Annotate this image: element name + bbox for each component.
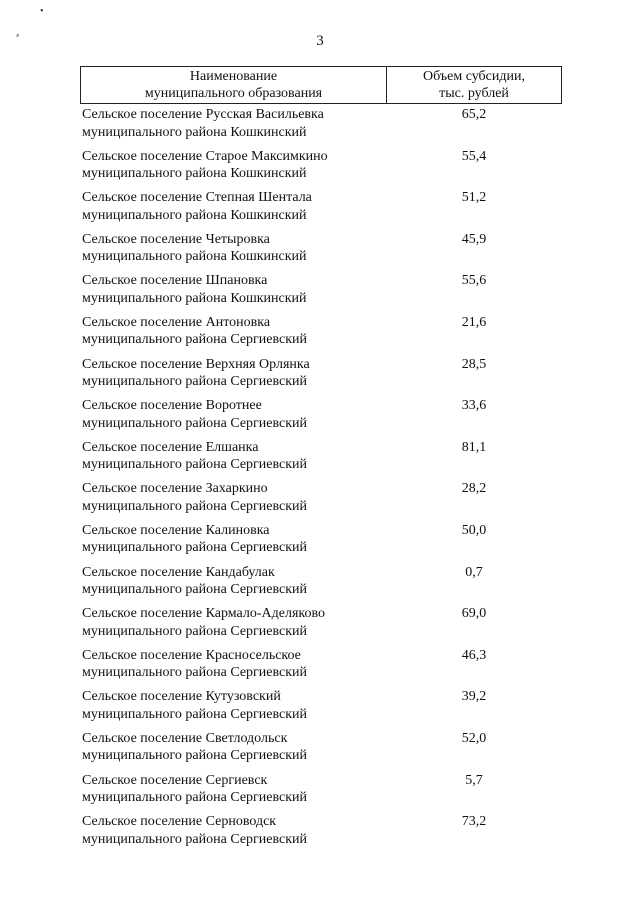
table-row	[80, 105, 562, 147]
table-row	[80, 355, 562, 397]
municipality-name	[82, 231, 382, 266]
scan-artifact-mark: ⸗	[16, 30, 20, 41]
table-row	[80, 230, 562, 272]
column-header-name-line2: муниципального образования	[144, 86, 323, 101]
municipality-name-line2: муниципального района Сергиевский	[82, 415, 308, 431]
municipality-name-line1: Сельское поселение Захаркино	[82, 481, 268, 497]
table-row	[80, 147, 562, 189]
subsidy-amount: 28,5	[461, 356, 487, 372]
municipality-name-line2: муниципального района Кошкинский	[82, 290, 307, 306]
municipality-name-line1: Сельское поселение Воротнее	[82, 398, 262, 414]
subsidy-amount: 33,6	[461, 398, 487, 414]
subsidy-amount: 69,0	[461, 606, 487, 622]
table-row	[80, 479, 562, 521]
municipality-name-line2: муниципального района Сергиевский	[82, 665, 308, 681]
municipality-name-line2: муниципального района Сергиевский	[82, 457, 308, 473]
subsidy-amount: 45,9	[461, 231, 487, 247]
municipality-name	[82, 148, 382, 183]
municipality-name-line2: муниципального района Сергиевский	[82, 374, 308, 390]
table-row	[80, 687, 562, 729]
municipality-name-line2: муниципального района Кошкинский	[82, 249, 307, 265]
municipality-name	[82, 314, 382, 349]
subsidy-amount: 28,2	[461, 481, 487, 497]
table-row	[80, 812, 562, 854]
table-row	[80, 604, 562, 646]
municipality-name-line1: Сельское поселение Светлодольск	[82, 730, 288, 746]
municipality-name-line1: Сельское поселение Кармало-Аделяково	[82, 606, 326, 622]
subsidy-amount: 50,0	[461, 522, 487, 538]
table-row	[80, 313, 562, 355]
scan-artifact-mark: •	[40, 6, 44, 17]
municipality-name	[82, 813, 382, 848]
table-row	[80, 729, 562, 771]
municipality-name	[82, 647, 382, 682]
table-row	[80, 271, 562, 313]
municipality-name-line2: муниципального района Кошкинский	[82, 207, 307, 223]
municipality-name-line1: Сельское поселение Кандабулак	[82, 564, 275, 580]
municipality-name-line2: муниципального района Сергиевский	[82, 332, 308, 348]
municipality-name-line2: муниципального района Сергиевский	[82, 623, 308, 639]
municipality-name-line1: Сельское поселение Красносельское	[82, 647, 301, 663]
municipality-name	[82, 272, 382, 307]
municipality-name-line1: Сельское поселение Калиновка	[82, 522, 270, 538]
municipality-name-line2: муниципального района Кошкинский	[82, 166, 307, 182]
municipality-name-line2: муниципального района Сергиевский	[82, 582, 308, 598]
table-row	[80, 188, 562, 230]
subsidy-amount: 55,4	[461, 148, 487, 164]
table-row	[80, 563, 562, 605]
municipality-name-line2: муниципального района Сергиевский	[82, 706, 308, 722]
subsidy-amount: 39,2	[461, 689, 487, 705]
municipality-name	[82, 688, 382, 723]
municipality-name-line1: Сельское поселение Серноводск	[82, 814, 277, 830]
subsidy-amount: 0,7	[465, 564, 483, 580]
municipality-name-line1: Сельское поселение Елшанка	[82, 439, 259, 455]
subsidy-amount: 5,7	[465, 772, 483, 788]
municipality-name-line1: Сельское поселение Четыровка	[82, 231, 270, 247]
municipality-name-line1: Сельское поселение Старое Максимкино	[82, 148, 328, 164]
municipality-name-line1: Сельское поселение Сергиевск	[82, 772, 268, 788]
subsidy-amount: 81,1	[461, 439, 487, 455]
table-row	[80, 396, 562, 438]
municipality-name	[82, 730, 382, 765]
municipality-name-line2: муниципального района Сергиевский	[82, 498, 308, 514]
municipality-name	[82, 522, 382, 557]
municipality-name	[82, 772, 382, 807]
municipality-name-line1: Сельское поселение Антоновка	[82, 314, 271, 330]
subsidy-amount: 51,2	[461, 190, 487, 206]
table-row	[80, 521, 562, 563]
municipality-name-line1: Сельское поселение Шпановка	[82, 273, 268, 289]
municipality-name-line2: муниципального района Сергиевский	[82, 540, 308, 556]
column-header-amount	[387, 67, 561, 103]
table-body	[80, 105, 562, 854]
municipality-name-line1: Сельское поселение Русская Васильевка	[82, 107, 324, 122]
subsidy-amount: 21,6	[461, 314, 487, 330]
column-header-name	[81, 67, 387, 103]
municipality-name	[82, 480, 382, 515]
table-row	[80, 771, 562, 813]
column-header-amount-line1: Объем субсидии,	[423, 69, 525, 84]
municipality-name	[82, 356, 382, 391]
table-header	[80, 66, 562, 104]
municipality-name-line2: муниципального района Сергиевский	[82, 790, 308, 805]
subsidy-amount: 73,2	[461, 814, 487, 830]
column-header-name-line1: Наименование	[189, 69, 278, 84]
table-row	[80, 438, 562, 480]
subsidy-amount: 55,6	[461, 273, 487, 289]
subsidy-amount: 46,3	[461, 647, 487, 663]
municipality-name	[82, 605, 382, 640]
municipality-name	[82, 106, 382, 141]
subsidy-amount: 52,0	[461, 730, 487, 746]
municipality-name-line2: муниципального района Кошкинский	[82, 124, 307, 140]
column-header-amount-line2: тыс. рублей	[439, 86, 509, 101]
municipality-name	[82, 564, 382, 599]
municipality-name-line1: Сельское поселение Кутузовский	[82, 689, 281, 705]
table-row	[80, 646, 562, 688]
municipality-name-line2: муниципального района Сергиевский	[82, 748, 308, 764]
municipality-name	[82, 439, 382, 474]
municipality-name	[82, 397, 382, 432]
page-number: 3	[316, 33, 324, 49]
municipality-name-line1: Сельское поселение Верхняя Орлянка	[82, 356, 310, 372]
subsidy-amount: 65,2	[461, 107, 487, 122]
municipality-name	[82, 189, 382, 224]
municipality-name-line1: Сельское поселение Степная Шентала	[82, 190, 312, 206]
municipality-name-line2: муниципального района Сергиевский	[82, 831, 308, 847]
